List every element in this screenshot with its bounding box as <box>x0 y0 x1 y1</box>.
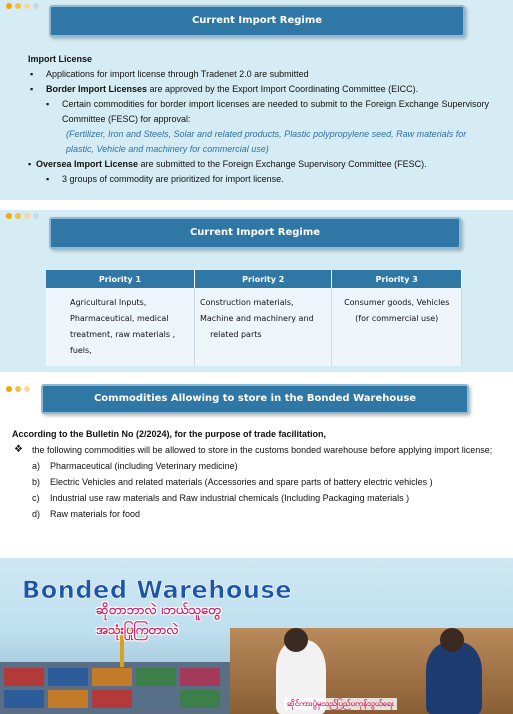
section-heading: Import License <box>28 54 93 64</box>
slide-bonded-warehouse-commodities <box>0 382 513 552</box>
promo-subtitle-line: အသုံးပြုကြတာလဲ <box>96 623 179 638</box>
table-cell-priority-1: Agricultural Inputs, Pharmaceutical, medical treatment, raw materials , fuels, <box>46 288 194 366</box>
priority-table <box>46 270 462 366</box>
bullet-item: ▪ Applications for import license through Tradenet 2.0 are submitted <box>28 67 489 82</box>
list-item: d) Raw materials for food <box>32 509 141 519</box>
decorative-dots <box>6 213 39 219</box>
slide-current-import-regime-1 <box>0 0 513 200</box>
bullet-item: ▪ Border Import Licenses are approved by the Export Import Coordinating Committee (EICC). <box>28 82 489 97</box>
table-header: Priority 2 <box>194 270 332 288</box>
slide-banner: Commodities Allowing to store in the Bonded Warehouse <box>41 384 469 414</box>
list-item: b) Electric Vehicles and related materials (Accessories and spare parts of battery electric vehicles ) <box>32 477 433 487</box>
slide-body <box>28 52 489 187</box>
table-row <box>46 288 462 366</box>
bullet-item: ❖ the following commodities will be allowed to store in the customs bonded warehouse before applying import license; <box>12 442 501 458</box>
bulletin-lead: According to the Bulletin No (2/2024), for the purpose of trade facilitation, <box>12 429 327 439</box>
person-head <box>440 628 464 652</box>
person-head <box>284 628 308 652</box>
table-cell-priority-3: Consumer goods, Vehicles (for commercial use) <box>332 288 462 366</box>
table-header: Priority 1 <box>46 270 194 288</box>
bonded-warehouse-promo-image <box>0 558 513 714</box>
promo-footer-text: ဆိုင်ကားပွဲမှသည်ပြည်ပကုန်သွယ်ရေး <box>284 698 397 710</box>
person-dark-jacket <box>426 642 482 714</box>
commodity-list-note: (Fertilizer, Iron and Steels, Solar and related products, Plastic polypropylene seed, Raw materials for plastic, Vehicle and machinery for commercial use) <box>66 129 467 154</box>
sub-bullet-item: ▪ Certain commodities for border import licenses are needed to submit to the Foreign Exchange Supervisory Committee (FESC) for approval: <box>28 97 489 127</box>
bullet-item: ▪ Oversea Import License are submitted to the Foreign Exchange Supervisory Committee (FESC). <box>28 157 489 172</box>
decorative-dots <box>6 386 30 392</box>
promo-title: Bonded Warehouse <box>22 576 293 604</box>
table-cell-priority-2: Construction materials, Machine and machinery and related parts <box>194 288 332 366</box>
diamond-bullet-icon: ❖ <box>14 444 23 455</box>
list-item: a) Pharmaceutical (including Veterinary medicine) <box>32 461 238 471</box>
slide-banner: Current Import Regime <box>49 5 465 37</box>
decorative-dots <box>6 3 39 9</box>
slide-body <box>12 426 501 522</box>
table-header: Priority 3 <box>332 270 462 288</box>
slide-banner: Current Import Regime <box>49 217 461 249</box>
promo-subtitle-line: ဆိုတာဘာလဲ ၊ဘယ်သူတွေ <box>96 603 221 618</box>
list-item: c) Industrial use raw materials and Raw industrial chemicals (Including Packaging materials ) <box>32 493 410 503</box>
sub-bullet-item: ▪ 3 groups of commodity are prioritized for import license. <box>28 172 489 187</box>
slide-current-import-regime-2 <box>0 210 513 372</box>
